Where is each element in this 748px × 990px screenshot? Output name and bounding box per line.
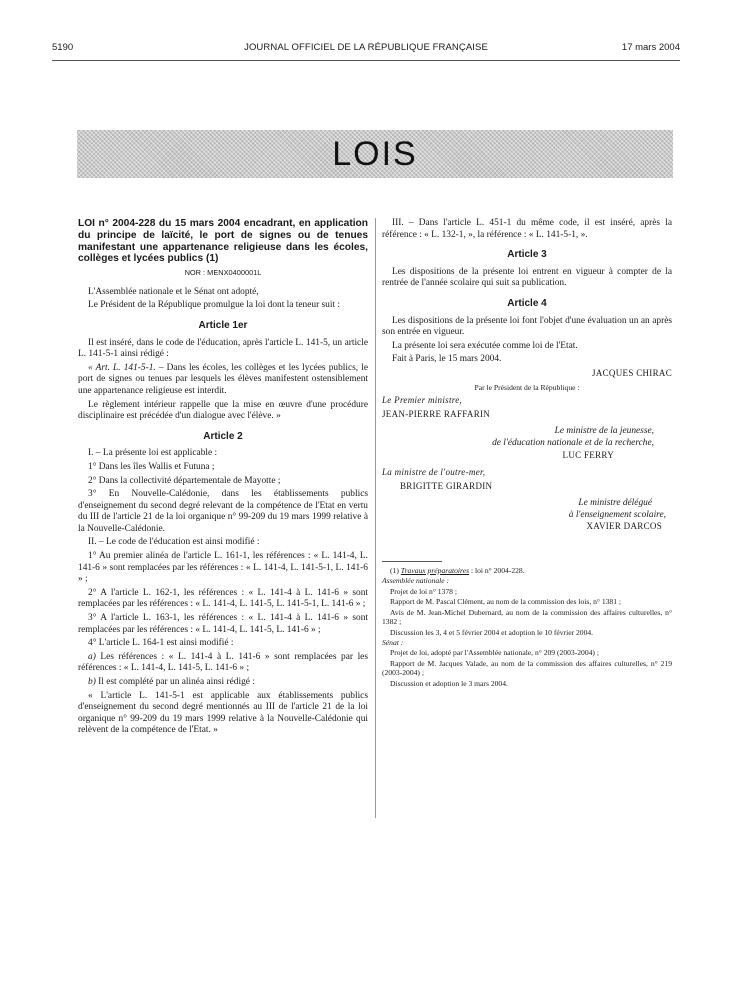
prime-minister-name: JEAN-PIERRE RAFFARIN [382, 408, 491, 419]
article-3-heading: Article 3 [507, 249, 547, 261]
article-2-paragraph: 4° L'article L. 164-1 est ainsi modifié : [88, 638, 234, 649]
par-le-president: Par le Président de la République : [474, 382, 580, 392]
column-divider [375, 218, 376, 818]
article-4-heading: Article 4 [507, 297, 547, 309]
footnote-item: Rapport de M. Pascal Clément, au nom de la commission des lois, n° 1381 ; [390, 597, 622, 607]
article-2-heading: Article 2 [203, 430, 243, 442]
minister-name: LUC FERRY [562, 449, 614, 460]
minister-title: Le ministre délégué [578, 498, 652, 509]
article-2-paragraph: 1° Dans les îles Wallis et Futuna ; [88, 461, 215, 472]
outre-mer-title: La ministre de l'outre-mer, [382, 467, 486, 478]
article-1-paragraph [78, 363, 368, 398]
footnote-heading: Assemblée nationale : [382, 576, 450, 586]
intro-paragraph: Le Président de la République promulgue la loi dont la teneur suit : [88, 300, 341, 311]
date-line: Fait à Paris, le 15 mars 2004. [392, 354, 502, 365]
item-label: a) [88, 651, 96, 662]
footnote-item: Projet de loi, adopté par l'Assemblée nationale, n° 209 (2003-2004) ; [390, 648, 599, 658]
article-1-paragraph: Il est inséré, dans le code de l'éducation, après l'article L. 141-5, un article L. 141-5-1 ainsi rédigé : [78, 337, 368, 360]
running-head [52, 40, 680, 56]
minister-title: à l'enseignement scolaire, [568, 509, 666, 520]
item-text: Il est complété par un alinéa ainsi rédigé : [95, 677, 255, 687]
article-2-paragraph [78, 652, 368, 675]
article-label: « Art. L. 141-5-1. [88, 362, 156, 373]
minister-name: XAVIER DARCOS [586, 521, 662, 532]
article-3-paragraph: Les dispositions de la présente loi entrent en vigueur à compter de la rentrée de l'année scolaire qui suit sa publication. [382, 266, 672, 289]
nor-reference: NOR : MENX0400001L [184, 268, 262, 278]
president-signature: JACQUES CHIRAC [592, 367, 672, 378]
minister-title: de l'éducation nationale et de la recherche, [492, 437, 654, 448]
footnote-item: Avis de M. Jean-Michel Dubernard, au nom de la commission des affaires culturelles, n° 1382 ; [382, 607, 672, 627]
item-label: b) [88, 677, 96, 687]
footnote-item: Rapport de M. Jacques Valade, au nom de la commission des affaires culturelles, n° 219 (2003-2004) ; [382, 658, 672, 678]
outre-mer-name: BRIGITTE GIRARDIN [400, 480, 493, 491]
article-2-paragraph: 3° En Nouvelle-Calédonie, dans les établissements publics d'enseignement du second degré relevant de la compétence de l'Etat en vertu du III de l'article 21 de la loi organique n° 99-209 du 19 mars 1999 relative à la Nouvelle-Calédonie. [78, 489, 368, 534]
header-rule [52, 60, 680, 61]
education-minister-block [382, 426, 654, 461]
article-2-paragraph: « L'article L. 141-5-1 est applicable aux établissements publics d'enseignement du second degré mentionnés au III de l'article 21 de la loi organique n° 99-209 du 19 mars 1999 relative à la Nouvelle-Calédonie qui relèvent de la compétence de l'Etat. » [78, 690, 368, 736]
article-2-paragraph: 2° Dans la collectivité départementale de Mayotte ; [88, 475, 281, 486]
footnote-line [382, 566, 672, 575]
issue-date: 17 mars 2004 [621, 42, 680, 53]
delegue-minister-block [382, 498, 666, 533]
article-4-paragraph: Les dispositions de la présente loi font l'objet d'une évaluation un an après son entrée en vigueur. [382, 315, 672, 338]
article-2-paragraph: II. – Le code de l'éducation est ainsi modifié : [88, 537, 260, 548]
footnote-item: Discussion et adoption le 3 mars 2004. [390, 678, 508, 688]
footnote-link: Travaux préparatoires [400, 566, 470, 576]
article-2-paragraph [78, 677, 368, 689]
footnote-text: : loi n° 2004-228. [469, 566, 525, 576]
article-2-paragraph: 1° Au premier alinéa de l'article L. 161-1, les références : « L. 141-4, L. 141-6 » sont remplacées par les références : « L. 141-4, L. 141-5-1, L. 141-6 » ; [78, 551, 368, 585]
article-text: – Dans les écoles, les collèges et les lycées publics, le port de signes ou tenues par lesquels les élèves manifestent ostensiblement une appartenance religieuse est interdit. [78, 362, 368, 396]
footnote-heading: Sénat : [382, 637, 404, 647]
right-column [382, 218, 672, 689]
section-title: LOIS [332, 135, 418, 173]
section-banner [77, 130, 673, 178]
article-1-paragraph: Le règlement intérieur rappelle que la mise en œuvre d'une procédure disciplinaire est précédée d'un dialogue avec l'élève. » [78, 399, 368, 422]
article-2-paragraph: 2° A l'article L. 162-1, les références : « L. 141-4 à L. 141-6 » sont remplacées par les références : « L. 141-4, L. 141-5, L. 141-5-1, L. 141-6 » ; [78, 587, 368, 610]
page-number: 5190 [52, 42, 74, 53]
left-column [78, 218, 368, 739]
law-title: LOI n° 2004-228 du 15 mars 2004 encadrant, en application du principe de laïcité, le port de signes ou de tenues manifestant une appartenance religieuse dans les écoles, collèges et lycées publics (1) [78, 218, 368, 265]
minister-title: Le ministre de la jeunesse, [554, 426, 654, 437]
footnote-item: Discussion les 3, 4 et 5 février 2004 et adoption le 10 février 2004. [390, 627, 594, 637]
article-2-paragraph: I. – La présente loi est applicable : [88, 448, 218, 459]
footnote-rule [382, 561, 442, 562]
article-1-heading: Article 1er [198, 319, 248, 331]
footnote-number: (1) [390, 566, 399, 576]
prime-minister-title: Le Premier ministre, [382, 395, 463, 406]
journal-title: JOURNAL OFFICIEL DE LA RÉPUBLIQUE FRANÇAISE [244, 42, 488, 53]
article-4-paragraph: La présente loi sera exécutée comme loi de l'Etat. [392, 340, 578, 351]
intro-paragraph: L'Assemblée nationale et le Sénat ont adopté, [88, 286, 259, 297]
footnote-item: Projet de loi n° 1378 ; [390, 586, 457, 596]
article-2-paragraph: III. – Dans l'article L. 451-1 du même code, il est inséré, après la référence : « L. 132-1, », la référence : « L. 141-5-1, ». [382, 218, 672, 240]
item-text: Les références : « L. 141-4 à L. 141-6 » sont remplacées par les références : « L. 141-4, L. 141-5, L. 141-6 » ; [78, 651, 368, 674]
article-2-paragraph: 3° A l'article L. 163-1, les références : « L. 141-4 à L. 141-6 » sont remplacées par les références : « L. 141-4, L. 141-5, L. 141-6 » ; [78, 613, 368, 635]
